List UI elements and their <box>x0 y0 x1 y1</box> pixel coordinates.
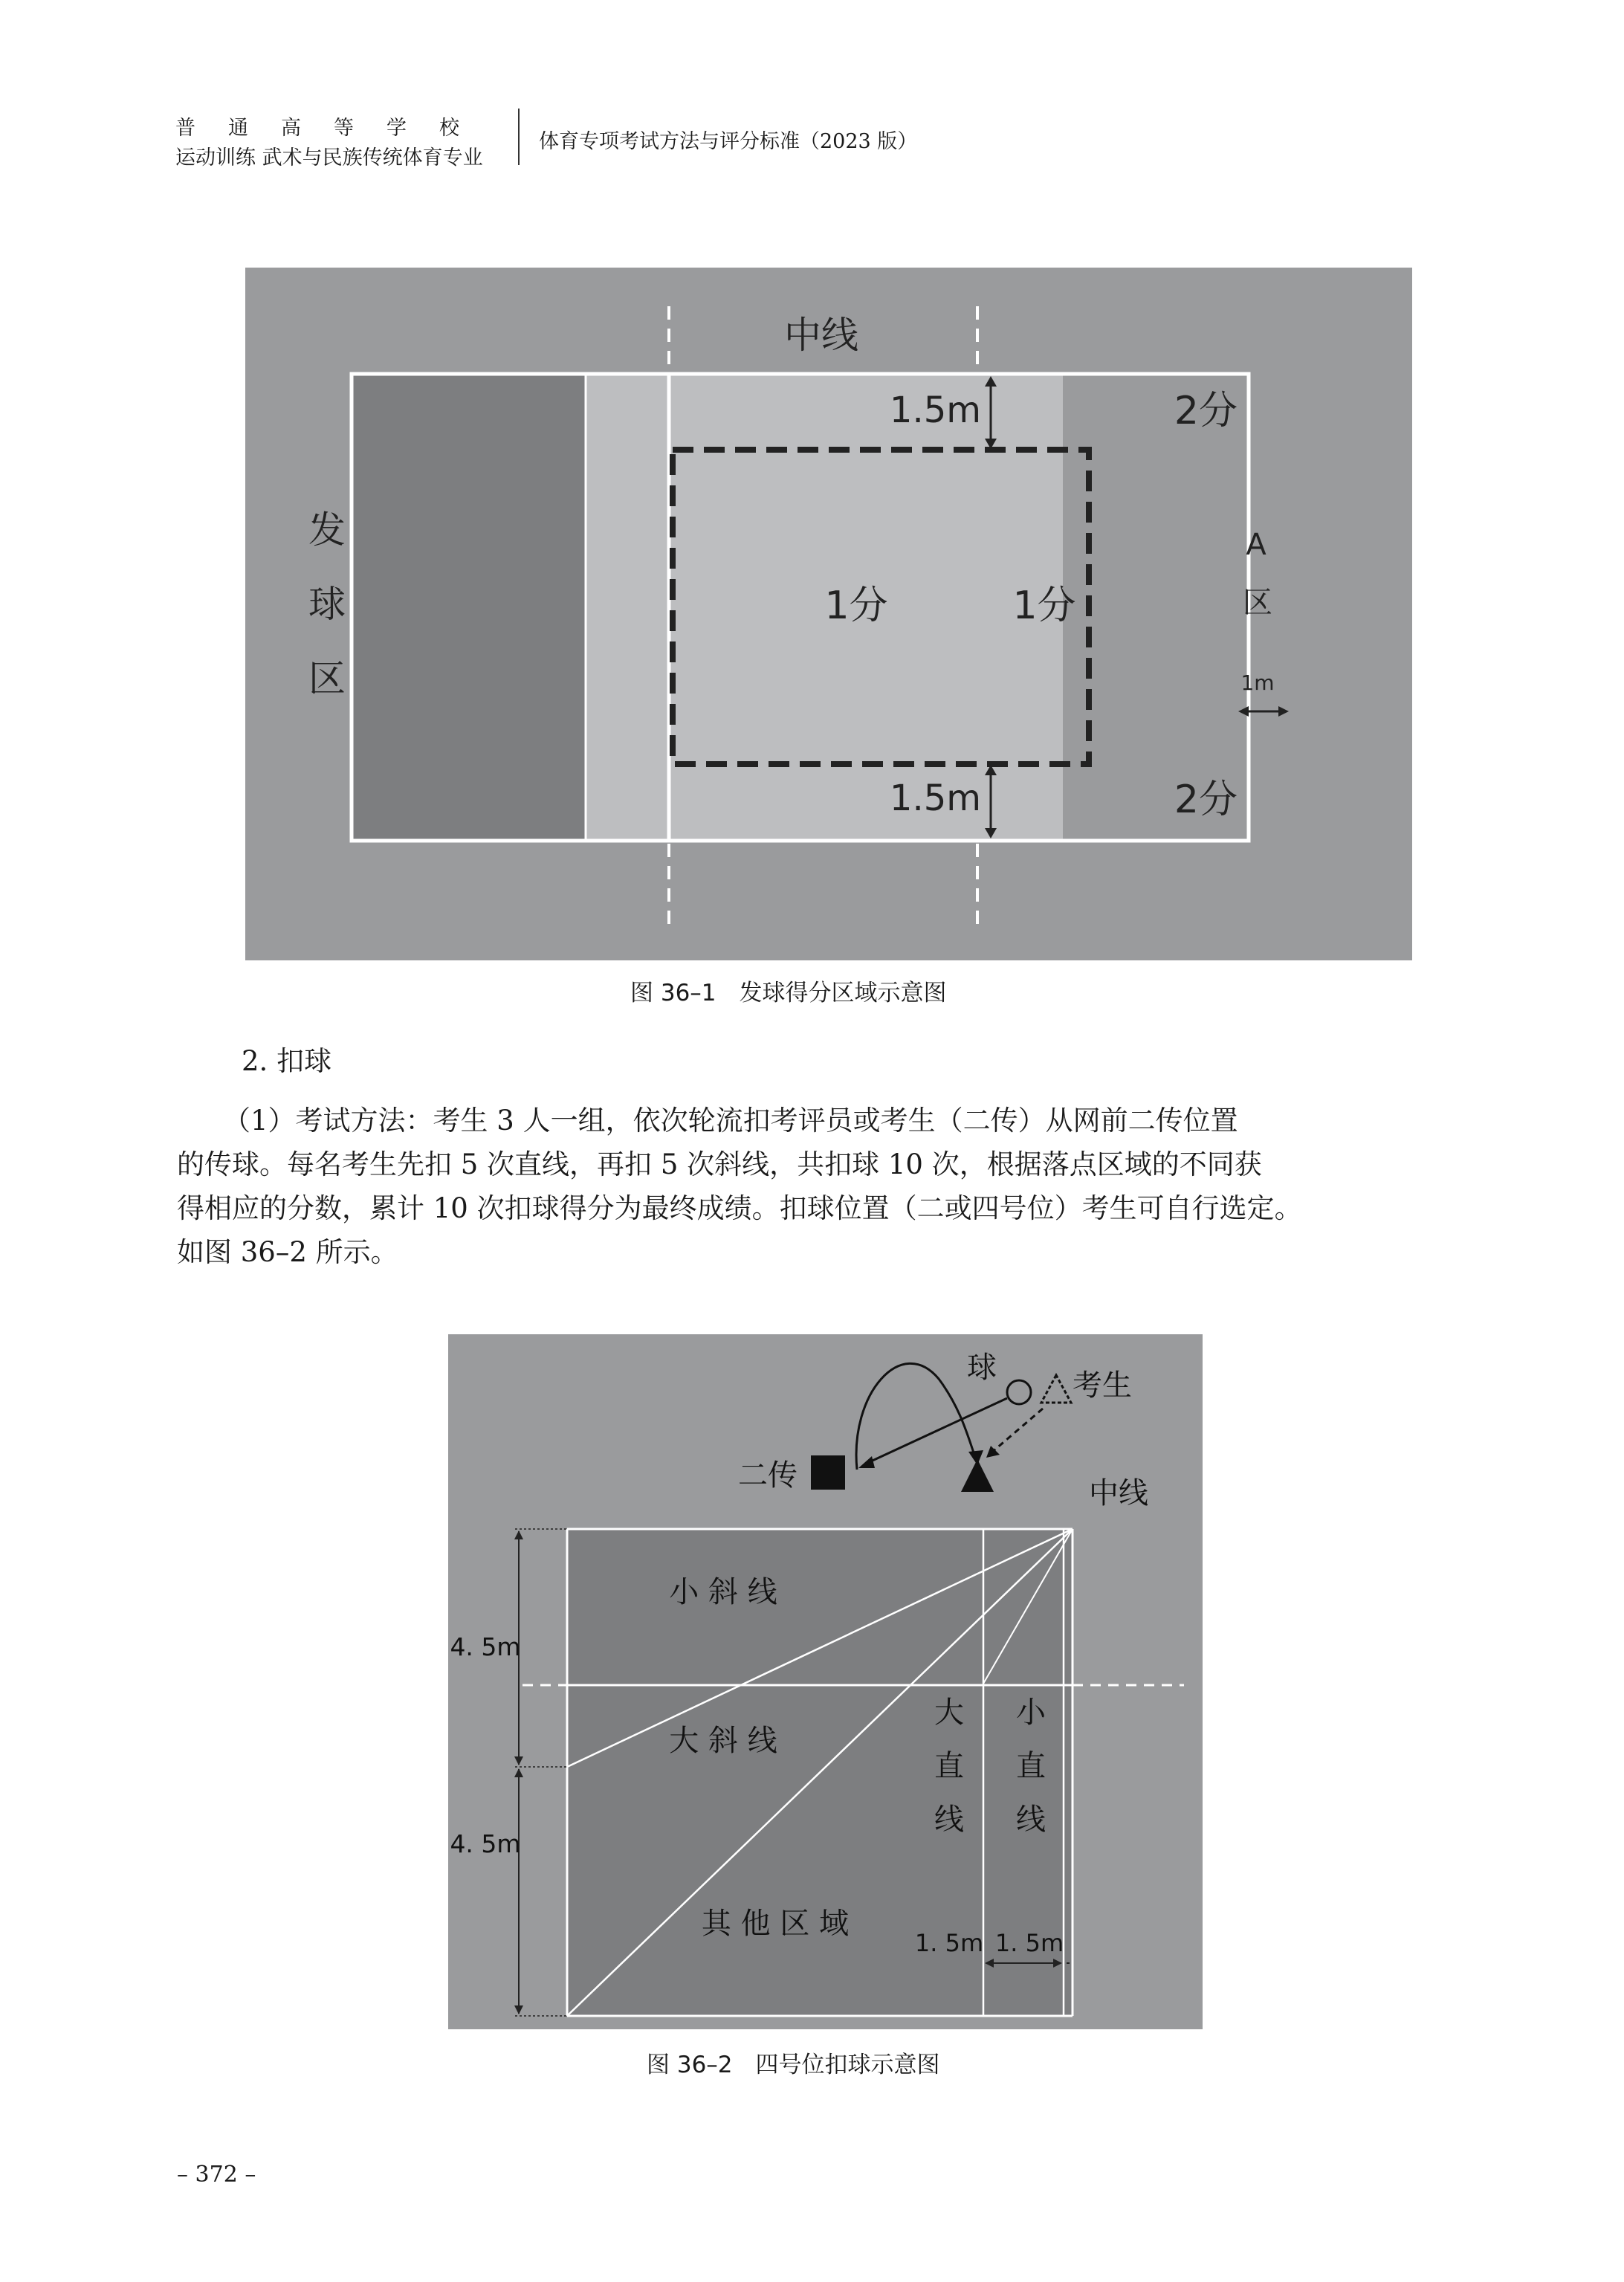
dim-top-label: 1.5m <box>889 390 981 431</box>
dim-lower-label: 4. 5m <box>450 1829 521 1858</box>
figure-serve-zone <box>245 268 1412 960</box>
score-top-label: 2分 <box>1174 389 1238 433</box>
big-straight-char-3: 线 <box>934 1803 964 1837</box>
other-area-label: 其 他 区 域 <box>701 1907 850 1941</box>
score-bottom-label: 2分 <box>1174 778 1238 822</box>
section-heading: 2. 扣球 <box>242 1045 332 1077</box>
small-straight-char-2: 直 <box>1016 1749 1046 1783</box>
figure2-caption: 图 36–2 四号位扣球示意图 <box>647 2052 940 2078</box>
figure1-caption: 图 36–1 发球得分区域示意图 <box>630 980 947 1006</box>
big-straight-char-2: 直 <box>934 1749 964 1783</box>
paragraph-line-3: 得相应的分数，累计 10 次扣球得分为最终成绩。扣球位置（二或四号位）考生可自行选定。 <box>177 1192 1302 1224</box>
dim-side-label: 1m <box>1240 670 1275 695</box>
header-divider <box>518 109 520 165</box>
examinee-label: 考生 <box>1073 1368 1132 1403</box>
big-cross-label: 大 斜 线 <box>669 1724 777 1758</box>
serve-zone-char-1: 发 <box>308 508 346 552</box>
serve-zone-char-2: 球 <box>308 583 346 626</box>
small-cross-label: 小 斜 线 <box>669 1575 777 1609</box>
score-one-right: 1分 <box>1012 584 1076 628</box>
paragraph-line-2: 的传球。每名考生先扣 5 次直线，再扣 5 次斜线，共扣球 10 次，根据落点区域的不同获 <box>177 1148 1262 1180</box>
small-straight-char-3: 线 <box>1016 1803 1046 1837</box>
width-label-1: 1. 5m <box>914 1929 984 1957</box>
paragraph-line-1: （1）考试方法：考生 3 人一组，依次轮流扣考评员或考生（二传）从网前二传位置 <box>223 1105 1238 1137</box>
figure-spike-diagram <box>448 1334 1203 2029</box>
dim-bottom-label: 1.5m <box>889 778 981 819</box>
zone-a-char-2: 区 <box>1243 586 1272 620</box>
setter-square-icon <box>811 1455 845 1490</box>
page-number: – 372 – <box>177 2162 256 2188</box>
score-one-left: 1分 <box>824 584 888 628</box>
width-label-2: 1. 5m <box>994 1929 1064 1957</box>
center-line-label: 中线 <box>784 314 858 357</box>
serve-zone-char-3: 区 <box>308 657 346 700</box>
header-book-title: 体育专项考试方法与评分标准（2023 版） <box>539 130 918 153</box>
dim-upper-label: 4. 5m <box>450 1632 521 1661</box>
zone-a-char-1: A <box>1246 528 1266 562</box>
header-school: 普通高等学校 <box>175 117 492 140</box>
big-straight-char-1: 大 <box>934 1696 964 1730</box>
setter-label: 二传 <box>738 1458 798 1493</box>
center-line-label-2: 中线 <box>1089 1476 1148 1510</box>
paragraph-line-4: 如图 36–2 所示。 <box>177 1236 398 1268</box>
ball-label: 球 <box>967 1351 997 1385</box>
header-major: 运动训练 武术与民族传统体育专业 <box>175 146 483 169</box>
small-straight-char-1: 小 <box>1016 1696 1046 1730</box>
